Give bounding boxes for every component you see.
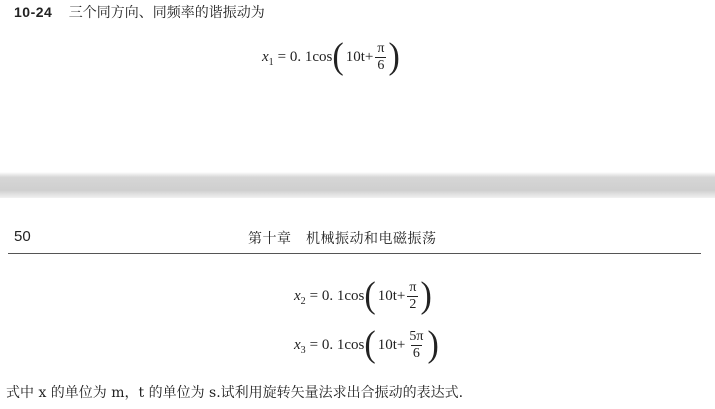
eq2-variable: x bbox=[294, 287, 301, 304]
page-break-band bbox=[0, 172, 715, 198]
eq3-left-paren: ( bbox=[364, 324, 376, 365]
eq1-variable: x bbox=[262, 48, 269, 65]
eq1-right-paren: ) bbox=[388, 36, 400, 77]
eq3-numerator: 5π bbox=[409, 328, 424, 344]
eq2-numerator: π bbox=[409, 279, 417, 295]
eq3-amplitude-cos: = 0. 1cos bbox=[309, 336, 365, 353]
problem-text: 三个同方向、同频率的谐振动为 bbox=[68, 5, 265, 21]
eq2-subscript: 2 bbox=[300, 295, 306, 307]
eq2-fraction bbox=[407, 281, 418, 312]
closing-text: 式中 x 的单位为 m，t 的单位为 s.试利用旋转矢量法求出合振动的表达式. bbox=[6, 385, 464, 401]
eq3-right-paren: ) bbox=[427, 324, 439, 365]
eq3-variable: x bbox=[294, 336, 301, 353]
chapter-title: 第十章 机械振动和电磁振荡 bbox=[248, 231, 437, 247]
equation-x3 bbox=[294, 324, 439, 365]
eq1-numerator: π bbox=[377, 40, 385, 56]
page-number: 50 bbox=[14, 228, 31, 245]
eq3-subscript: 3 bbox=[300, 344, 306, 356]
eq1-fraction bbox=[375, 42, 386, 73]
eq1-left-paren: ( bbox=[332, 36, 344, 77]
eq2-phase-term: 10t+ bbox=[377, 287, 406, 304]
eq1-phase-term: 10t+ bbox=[345, 48, 374, 65]
eq2-amplitude-cos: = 0. 1cos bbox=[309, 287, 365, 304]
problem-number: 10-24 bbox=[14, 4, 53, 20]
eq3-fraction bbox=[407, 330, 425, 361]
header-rule bbox=[8, 253, 701, 254]
eq2-denominator: 2 bbox=[409, 296, 417, 312]
equation-x1 bbox=[262, 36, 400, 77]
eq3-phase-term: 10t+ bbox=[377, 336, 406, 353]
eq2-left-paren: ( bbox=[364, 275, 376, 316]
eq1-amplitude-cos: = 0. 1cos bbox=[277, 48, 333, 65]
equation-x2 bbox=[294, 275, 432, 316]
eq1-denominator: 6 bbox=[377, 57, 385, 73]
eq2-right-paren: ) bbox=[420, 275, 432, 316]
eq1-subscript: 1 bbox=[268, 56, 274, 68]
problem-header bbox=[14, 2, 265, 22]
eq3-denominator: 6 bbox=[412, 345, 420, 361]
